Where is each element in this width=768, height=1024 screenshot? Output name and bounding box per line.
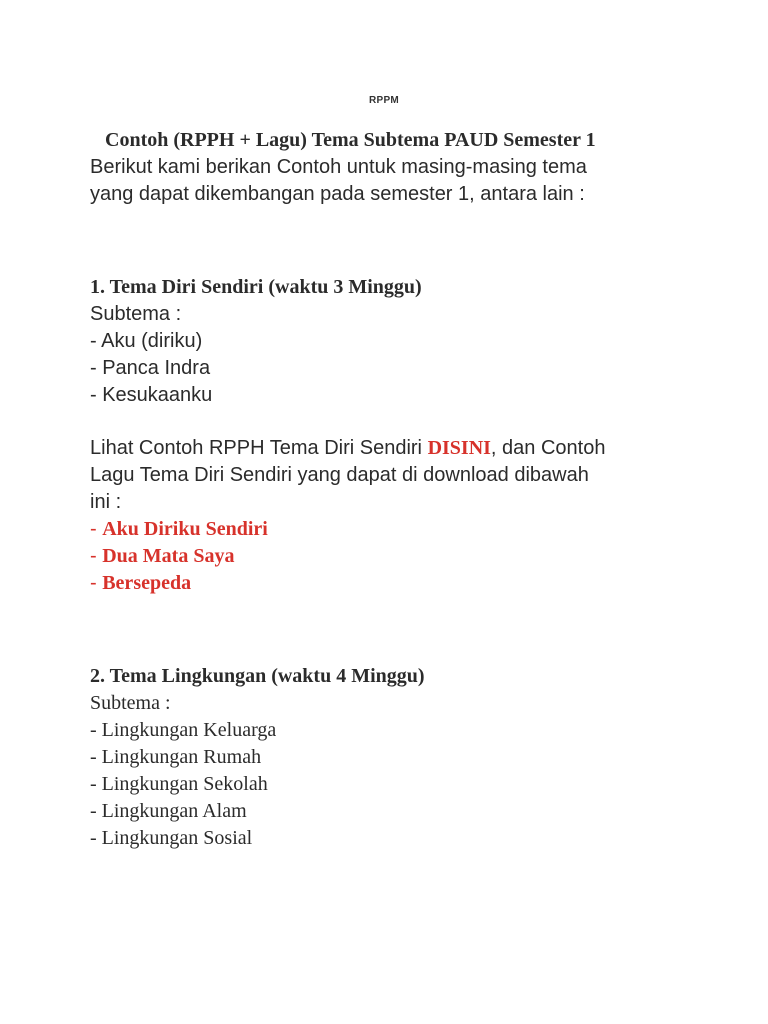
song-item — [90, 543, 730, 570]
section-1-subtema-item: - Kesukaanku — [90, 384, 213, 406]
link-text-after: , dan Contoh — [490, 437, 606, 459]
section-1-ini-line: ini : — [90, 491, 122, 513]
song-dash: - — [90, 572, 103, 594]
section-2-subtema-item: - Lingkungan Keluarga — [90, 719, 277, 741]
section-2-subtema-item: - Lingkungan Rumah — [90, 746, 262, 768]
song-item — [90, 516, 730, 543]
section-1-title: 1. Tema Diri Sendiri (waktu 3 Minggu) — [90, 276, 422, 298]
section-1-download-line: Lagu Tema Diri Sendiri yang dapat di download dibawah — [90, 464, 589, 486]
section-2-subtema-item: - Lingkungan Sekolah — [90, 773, 268, 795]
intro-line-2: yang dapat dikembangan pada semester 1, antara lain : — [90, 183, 585, 205]
link-text-before: Lihat Contoh RPPH Tema Diri Sendiri — [90, 437, 428, 459]
section-2-subtema-item: - Lingkungan Sosial — [90, 827, 253, 849]
spacer — [90, 409, 730, 435]
section-2-subtema-item: - Lingkungan Alam — [90, 800, 247, 822]
spacer — [90, 597, 730, 663]
section-1-subtema-label: Subtema : — [90, 303, 182, 325]
section-1-subtema-item: - Aku (diriku) — [90, 330, 203, 352]
spacer — [90, 208, 730, 274]
section-2-subtema-label: Subtema : — [90, 692, 171, 714]
disini-link[interactable]: DISINI — [427, 437, 491, 459]
document-body — [90, 126, 730, 852]
song-dash: - — [90, 518, 103, 540]
song-link-bersepeda[interactable]: Bersepeda — [102, 572, 192, 594]
section-1-link-line — [90, 435, 730, 462]
song-link-dua-mata-saya[interactable]: Dua Mata Saya — [102, 545, 235, 567]
song-dash: - — [90, 545, 103, 567]
section-1-subtema-item: - Panca Indra — [90, 357, 211, 379]
document-title: Contoh (RPPH + Lagu) Tema Subtema PAUD Semester 1 — [105, 129, 596, 151]
song-link-aku-diriku-sendiri[interactable]: Aku Diriku Sendiri — [102, 518, 268, 540]
page-header: RPPM — [368, 95, 400, 106]
intro-line-1: Berikut kami berikan Contoh untuk masing-masing tema — [90, 156, 587, 178]
song-item — [90, 570, 730, 597]
section-2-title: 2. Tema Lingkungan (waktu 4 Minggu) — [90, 665, 425, 687]
